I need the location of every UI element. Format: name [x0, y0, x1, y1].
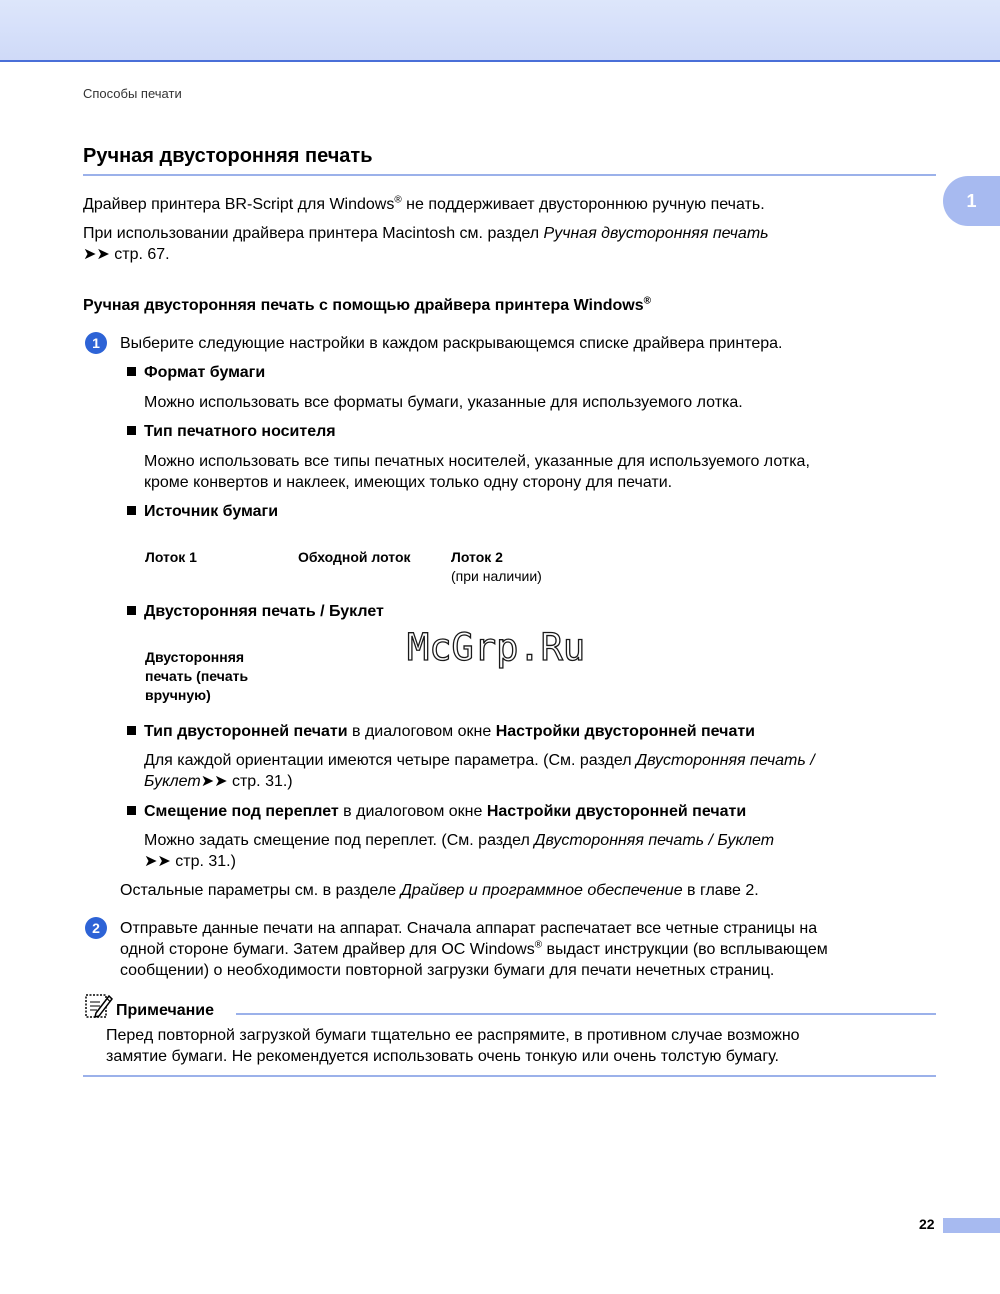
step-2-line-1: Отправьте данные печати на аппарат. Сначала аппарат распечатает все четные страницы на: [120, 920, 818, 937]
media-type-desc-1: Можно использовать все типы печатных носителей, указанные для используемого лотка,: [144, 453, 810, 470]
breadcrumb: Способы печати: [83, 86, 182, 101]
title-divider: [83, 174, 936, 176]
bullet-icon: [127, 806, 136, 815]
step-2-line-2: одной стороне бумаги. Затем драйвер для ОС Windows® выдаст инструкции (во всплывающем: [120, 939, 828, 958]
note-pencil-icon: [84, 991, 114, 1021]
media-type-desc-2: кроме конвертов и наклеек, имеющих только одну сторону для печати.: [144, 474, 673, 491]
step-number-2: 2: [85, 917, 107, 939]
paper-source-bypass: Обходной лоток: [298, 549, 411, 565]
page-title: Ручная двусторонняя печать: [83, 145, 373, 167]
watermark: McGrp.Ru: [407, 626, 586, 669]
media-type-label: Тип печатного носителя: [144, 423, 336, 440]
paper-source-tray1: Лоток 1: [145, 549, 197, 565]
duplex-type-desc-2: Буклет➤➤ стр. 31.): [144, 773, 293, 790]
xref-arrows-icon: ➤➤: [144, 853, 171, 870]
intro-line-2: При использовании драйвера принтера Macintosh см. раздел Ручная двусторонняя печать: [83, 225, 769, 242]
paper-source-tray2: Лоток 2: [451, 549, 503, 565]
paper-source-tray2-note: (при наличии): [451, 568, 542, 584]
duplex-value-3: вручную): [145, 687, 211, 703]
duplex-label: Двусторонняя печать / Буклет: [144, 603, 384, 620]
duplex-xref-cont[interactable]: Буклет: [144, 773, 201, 790]
duplex-value-1: Двусторонняя: [145, 649, 245, 665]
step-number-1: 1: [85, 332, 107, 354]
step-1-text: Выберите следующие настройки в каждом раскрывающемся списке драйвера принтера.: [120, 335, 783, 352]
binding-offset-line: Смещение под переплет в диалоговом окне Настройки двусторонней печати: [144, 803, 747, 820]
bullet-icon: [127, 506, 136, 515]
binding-offset-desc-1: Можно задать смещение под переплет. (См. раздел Двусторонняя печать / Буклет: [144, 832, 775, 849]
chapter-tab[interactable]: 1: [943, 176, 1000, 226]
note-line-2: замятие бумаги. Не рекомендуется использовать очень тонкую или очень толстую бумагу.: [106, 1048, 779, 1065]
bullet-icon: [127, 426, 136, 435]
header-band: [0, 0, 1000, 62]
duplex-xref[interactable]: Двусторонняя печать /: [635, 752, 815, 769]
page-number: 22: [919, 1216, 935, 1232]
other-params-line: Остальные параметры см. в разделе Драйвер и программное обеспечение в главе 2.: [120, 882, 759, 899]
paper-source-label: Источник бумаги: [144, 503, 279, 520]
xref-arrows-icon: ➤➤: [200, 773, 228, 790]
subheading: Ручная двусторонняя печать с помощью драйвера принтера Windows®: [83, 295, 652, 314]
driver-xref[interactable]: Драйвер и программное обеспечение: [400, 882, 683, 899]
note-divider-bottom: [83, 1075, 936, 1077]
paper-format-label: Формат бумаги: [144, 364, 266, 381]
bullet-icon: [127, 367, 136, 376]
footer-tab: [943, 1218, 1000, 1233]
bullet-icon: [127, 726, 136, 735]
intro-line-3: ➤➤ стр. 67.: [83, 246, 170, 263]
step-2-line-3: сообщении) о необходимости повторной загрузки бумаги для печати нечетных страниц.: [120, 962, 775, 979]
intro-xref[interactable]: Ручная двусторонняя печать: [543, 225, 769, 242]
duplex-type-line: Тип двусторонней печати в диалоговом окне Настройки двусторонней печати: [144, 723, 756, 740]
binding-offset-desc-2: ➤➤ стр. 31.): [144, 853, 236, 870]
duplex-value-2: печать (печать: [145, 668, 249, 684]
intro-line-1: Драйвер принтера BR-Script для Windows® не поддерживает двустороннюю ручную печать.: [83, 194, 765, 213]
note-title: Примечание: [116, 1002, 215, 1019]
paper-format-desc: Можно использовать все форматы бумаги, указанные для используемого лотка.: [144, 394, 743, 411]
binding-xref[interactable]: Двусторонняя печать / Буклет: [534, 832, 775, 849]
note-line-1: Перед повторной загрузкой бумаги тщательно ее распрямите, в противном случае возможно: [106, 1027, 800, 1044]
duplex-type-desc-1: Для каждой ориентации имеются четыре параметра. (См. раздел Двусторонняя печать /: [144, 752, 815, 769]
note-divider-top: [236, 1013, 936, 1015]
bullet-icon: [127, 606, 136, 615]
xref-arrows-icon: ➤➤: [83, 246, 110, 263]
